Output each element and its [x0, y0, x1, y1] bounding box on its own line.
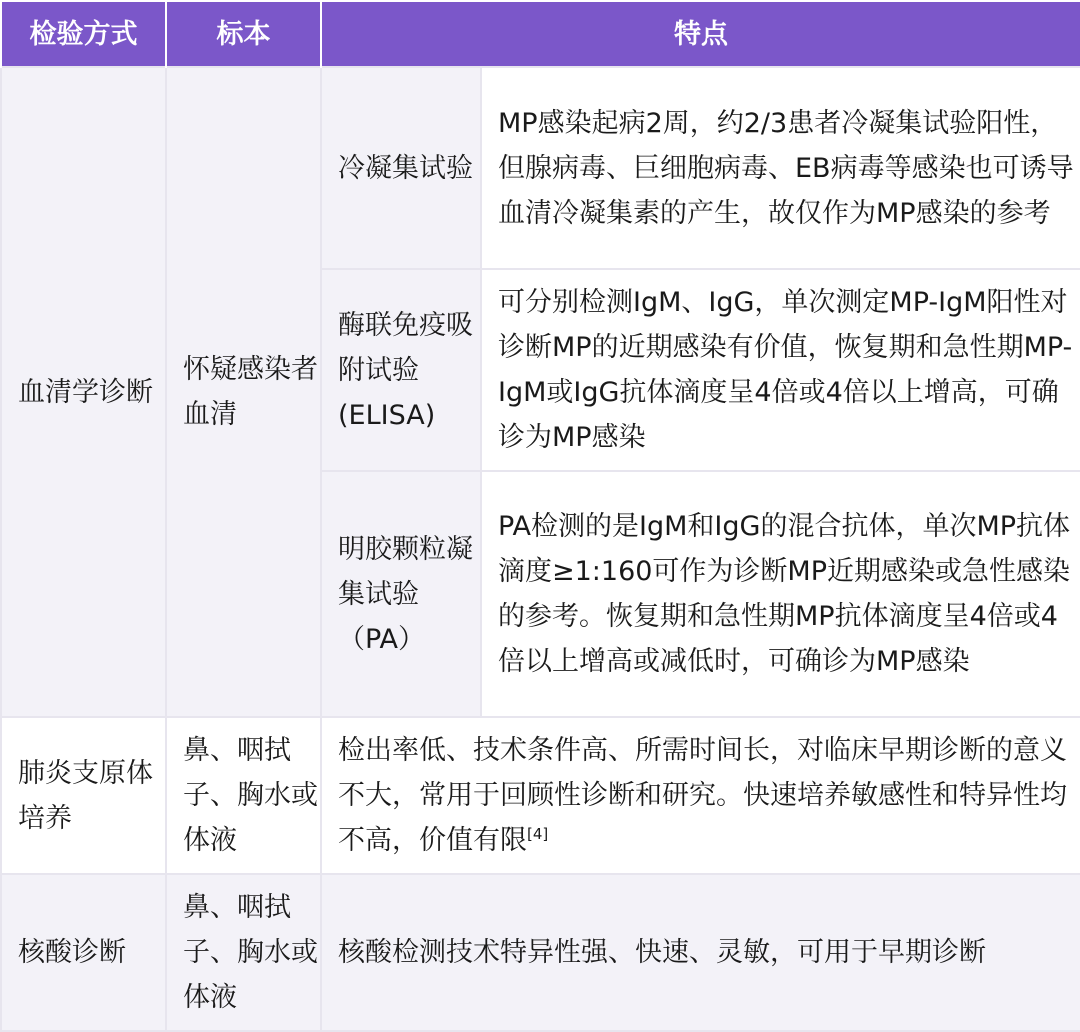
reference-mark[interactable]: [4] [527, 825, 549, 843]
header-sample: 标本 [166, 1, 321, 67]
subtest-name-cell: 明胶颗粒凝集试验（PA） [321, 471, 481, 717]
method-cell: 核酸诊断 [1, 874, 166, 1031]
header-feature: 特点 [321, 1, 1080, 67]
header-row [1, 1, 1080, 67]
table-row [1, 874, 1080, 1031]
feature-cell [321, 717, 1080, 874]
method-cell: 肺炎支原体培养 [1, 717, 166, 874]
feature-cell: PA检测的是IgM和IgG的混合抗体，单次MP抗体滴度≥1:160可作为诊断MP近期感染或急性感染的参考。恢复期和急性期MP抗体滴度呈4倍或4倍以上增高或减低时，可确诊为MP感染 [481, 471, 1080, 717]
subtest-name-cell: 冷凝集试验 [321, 67, 481, 269]
feature-text: 检出率低、技术条件高、所需时间长，对临床早期诊断的意义不大，常用于回顾性诊断和研究。快速培养敏感性和特异性均不高，价值有限 [338, 735, 1067, 856]
table-row [1, 717, 1080, 874]
table-row [1, 67, 1080, 269]
sample-cell: 鼻、咽拭子、胸水或体液 [166, 874, 321, 1031]
header-method: 检验方式 [1, 1, 166, 67]
sample-cell: 鼻、咽拭子、胸水或体液 [166, 717, 321, 874]
sample-cell: 怀疑感染者血清 [166, 67, 321, 717]
method-cell: 血清学诊断 [1, 67, 166, 717]
feature-cell: 核酸检测技术特异性强、快速、灵敏，可用于早期诊断 [321, 874, 1080, 1031]
subtest-name-cell: 酶联免疫吸附试验(ELISA) [321, 269, 481, 471]
feature-cell: 可分别检测IgM、IgG，单次测定MP-IgM阳性对诊断MP的近期感染有价值，恢复期和急性期MP-IgM或IgG抗体滴度呈4倍或4倍以上增高，可确诊为MP感染 [481, 269, 1080, 471]
feature-cell: MP感染起病2周，约2/3患者冷凝集试验阳性，但腺病毒、巨细胞病毒、EB病毒等感染也可诱导血清冷凝集素的产生，故仅作为MP感染的参考 [481, 67, 1080, 269]
